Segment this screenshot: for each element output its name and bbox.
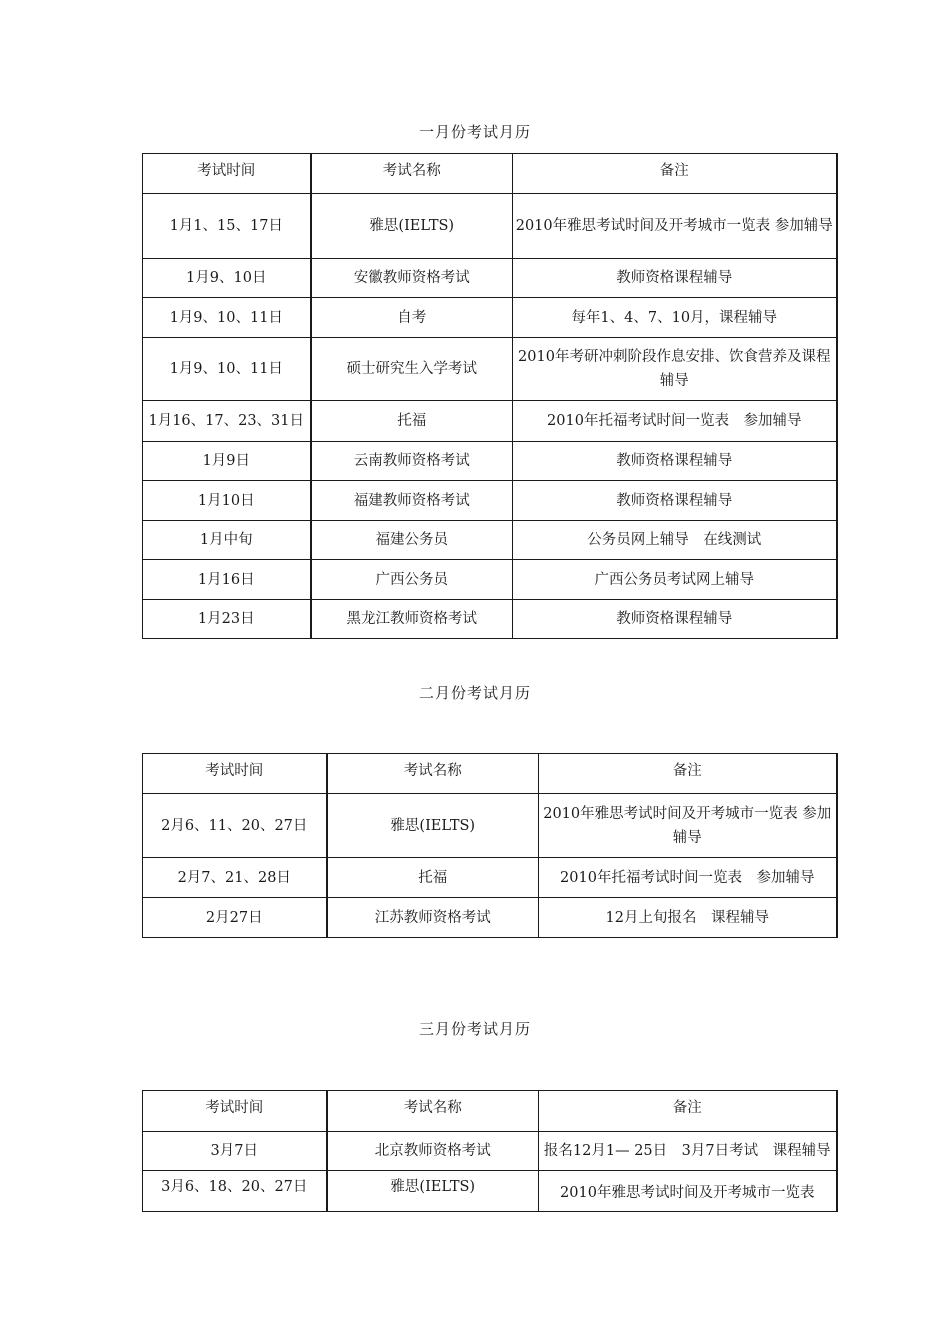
- notes-cell: 2010年托福考试时间一览表 参加辅导: [513, 401, 837, 442]
- notes-cell: 2010年考研冲刺阶段作息安排、饮食营养及课程辅导: [513, 338, 837, 401]
- notes-cell: 教师资格课程辅导: [513, 442, 837, 481]
- section-title-january: 一月份考试月历: [418, 123, 531, 141]
- table-row: [143, 1171, 837, 1212]
- exam-time-cell: 1月10日: [143, 481, 311, 521]
- table-row: [143, 481, 837, 521]
- exam-name-cell: 广西公务员: [311, 560, 513, 600]
- table-row: [143, 401, 837, 442]
- header-exam-name: 考试名称: [311, 154, 513, 194]
- exam-time-cell: 1月23日: [143, 600, 311, 639]
- header-notes: 备注: [539, 754, 837, 794]
- table-row: [143, 338, 837, 401]
- exam-time-cell: 1月9、10、11日: [143, 298, 311, 338]
- table-row: [143, 194, 837, 259]
- header-exam-time: 考试时间: [143, 154, 311, 194]
- exam-name-cell: 江苏教师资格考试: [327, 898, 539, 938]
- exam-time-cell: 1月中旬: [143, 521, 311, 560]
- table-row: [143, 442, 837, 481]
- exam-name-cell: 雅思(IELTS): [311, 194, 513, 259]
- exam-name-cell: 托福: [327, 858, 539, 898]
- exam-name-cell: 托福: [311, 401, 513, 442]
- notes-cell: 教师资格课程辅导: [513, 600, 837, 639]
- table-row: [143, 560, 837, 600]
- exam-time-cell: 1月1、15、17日: [143, 194, 311, 259]
- header-exam-time: 考试时间: [143, 754, 327, 794]
- notes-cell: 公务员网上辅导 在线测试: [513, 521, 837, 560]
- exam-time-cell: 1月9、10日: [143, 259, 311, 298]
- notes-cell: 2010年雅思考试时间及开考城市一览表 参加辅导: [513, 194, 837, 259]
- february-exam-table: [142, 753, 838, 938]
- table-row: [143, 1132, 837, 1171]
- table-row: [143, 794, 837, 858]
- exam-time-cell: 2月6、11、20、27日: [143, 794, 327, 858]
- exam-time-cell: 3月7日: [143, 1132, 327, 1171]
- table-row: [143, 600, 837, 639]
- notes-cell: 每年1、4、7、10月，课程辅导: [513, 298, 837, 338]
- notes-cell: 教师资格课程辅导: [513, 259, 837, 298]
- exam-name-cell: 福建教师资格考试: [311, 481, 513, 521]
- header-notes: 备注: [539, 1091, 837, 1132]
- january-exam-table: [142, 153, 838, 639]
- table-row: [143, 259, 837, 298]
- exam-time-cell: 1月9日: [143, 442, 311, 481]
- section-title-february: 二月份考试月历: [418, 684, 531, 702]
- notes-cell: 2010年雅思考试时间及开考城市一览表: [539, 1171, 837, 1212]
- exam-name-cell: 云南教师资格考试: [311, 442, 513, 481]
- notes-cell: 12月上旬报名 课程辅导: [539, 898, 837, 938]
- table-row: [143, 521, 837, 560]
- exam-time-cell: 1月9、10、11日: [143, 338, 311, 401]
- notes-cell: 2010年雅思考试时间及开考城市一览表 参加辅导: [539, 794, 837, 858]
- exam-name-cell: 安徽教师资格考试: [311, 259, 513, 298]
- table-header-row: [143, 754, 837, 794]
- exam-time-cell: 1月16、17、23、31日: [143, 401, 311, 442]
- exam-time-cell: 3月6、18、20、27日: [143, 1171, 327, 1212]
- exam-name-cell: 雅思(IELTS): [327, 794, 539, 858]
- header-notes: 备注: [513, 154, 837, 194]
- header-exam-name: 考试名称: [327, 1091, 539, 1132]
- exam-name-cell: 雅思(IELTS): [327, 1171, 539, 1212]
- exam-time-cell: 2月27日: [143, 898, 327, 938]
- notes-cell: 报名12月1— 25日 3月7日考试 课程辅导: [539, 1132, 837, 1171]
- notes-cell: 教师资格课程辅导: [513, 481, 837, 521]
- header-exam-time: 考试时间: [143, 1091, 327, 1132]
- header-exam-name: 考试名称: [327, 754, 539, 794]
- table-row: [143, 858, 837, 898]
- exam-name-cell: 黑龙江教师资格考试: [311, 600, 513, 639]
- table-header-row: [143, 154, 837, 194]
- table-row: [143, 298, 837, 338]
- table-header-row: [143, 1091, 837, 1132]
- exam-name-cell: 北京教师资格考试: [327, 1132, 539, 1171]
- exam-name-cell: 硕士研究生入学考试: [311, 338, 513, 401]
- notes-cell: 广西公务员考试网上辅导: [513, 560, 837, 600]
- notes-cell: 2010年托福考试时间一览表 参加辅导: [539, 858, 837, 898]
- exam-name-cell: 福建公务员: [311, 521, 513, 560]
- exam-time-cell: 1月16日: [143, 560, 311, 600]
- section-title-march: 三月份考试月历: [418, 1020, 531, 1038]
- table-row: [143, 898, 837, 938]
- exam-time-cell: 2月7、21、28日: [143, 858, 327, 898]
- exam-name-cell: 自考: [311, 298, 513, 338]
- march-exam-table: [142, 1090, 838, 1212]
